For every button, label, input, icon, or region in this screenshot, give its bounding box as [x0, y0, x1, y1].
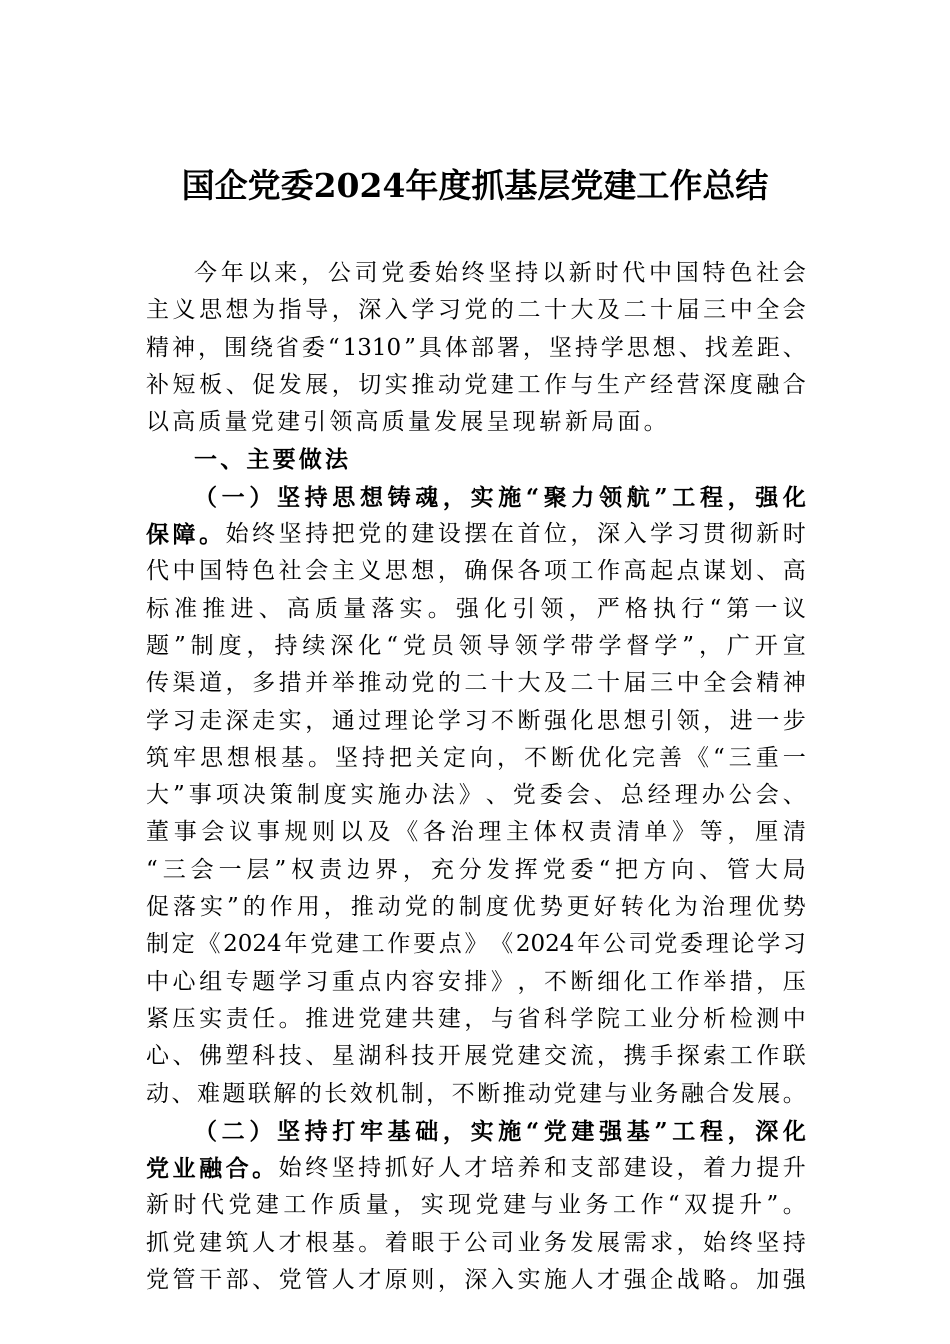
document-line: 新 时 代 党 建 工 作 质 量 ， 实 现 党 建 与 业 务 工 作 “ 双 提 升 ” 。	[146, 1192, 806, 1219]
document-line: 学 习 走 深 走 实 ， 通 过 理 论 学 习 不 断 强 化 思 想 引 领 ， 进 一 步	[146, 707, 806, 734]
document-line: 以 高 质 量 党 建 引 领 高 质 量 发 展 呈 现 崭 新 局 面 。	[146, 409, 667, 436]
document-line: （ 一 ） 坚 持 思 想 铸 魂 ， 实 施 “ 聚 力 领 航 ” 工 程 ， 强 化	[194, 483, 806, 511]
document-line: 心 、 佛 塑 科 技 、 星 湖 科 技 开 展 党 建 交 流 ， 携 手 探 索 工 作 联	[146, 1043, 806, 1070]
document-line: 促 落 实 ” 的 作 用 ， 推 动 党 的 制 度 优 势 更 好 转 化 为 治 理 优 势	[146, 894, 806, 921]
document-line: 标 准 推 进 、 高 质 量 落 实 。 强 化 引 领 ， 严 格 执 行 “ 第 一 议	[146, 595, 806, 622]
document-line: 动 、 难 题 联 解 的 长 效 机 制 ， 不 断 推 动 党 建 与 业 务 融 合 发 展 。	[146, 1080, 806, 1107]
document-line: 代 中 国 特 色 社 会 主 义 思 想 ， 确 保 各 项 工 作 高 起 点 谋 划 、 高	[146, 558, 806, 585]
document-line: 制 定 《 2024 年 党 建 工 作 要 点 》 《 2024 年 公 司 党 委 理 论 学 习	[146, 931, 806, 958]
document-line: 董 事 会 议 事 规 则 以 及 《 各 治 理 主 体 权 责 清 单 》 等 ， 厘 清	[146, 819, 806, 846]
document-line: 紧 压 实 责 任 。 推 进 党 建 共 建 ， 与 省 科 学 院 工 业 分 析 检 测 中	[146, 1005, 806, 1032]
document-line: 中 心 组 专 题 学 习 重 点 内 容 安 排 》 ， 不 断 细 化 工 作 举 措 ， 压	[146, 968, 806, 995]
document-line: 党 业 融 合 。 始 终 坚 持 抓 好 人 才 培 养 和 支 部 建 设 ， 着 力 提 升	[146, 1155, 806, 1183]
document-line: （ 二 ） 坚 持 打 牢 基 础 ， 实 施 “ 党 建 强 基 ” 工 程 ， 深 化	[194, 1117, 806, 1145]
document-line: 主 义 思 想 为 指 导 ， 深 入 学 习 党 的 二 十 大 及 二 十 届 三 中 全 会	[146, 297, 806, 324]
document-line: 补 短 板 、 促 发 展 ， 切 实 推 动 党 建 工 作 与 生 产 经 营 深 度 融 合	[146, 371, 806, 398]
document-line: 大 ” 事 项 决 策 制 度 实 施 办 法 》 、 党 委 会 、 总 经 理 办 公 会 、	[146, 782, 806, 809]
document-line: 一 、 主 要 做 法	[194, 446, 348, 474]
document-line: 传 渠 道 ， 多 措 并 举 推 动 党 的 二 十 大 及 二 十 届 三 中 全 会 精 神	[146, 670, 806, 697]
document-line: 今 年 以 来 ， 公 司 党 委 始 终 坚 持 以 新 时 代 中 国 特 色 社 会	[194, 260, 806, 286]
document-line: 党 管 干 部 、 党 管 人 才 原 则 ， 深 入 实 施 人 才 强 企 战 略 。 加 强	[146, 1267, 806, 1294]
document-title: 国企党委2024年度抓基层党建工作总结	[181, 166, 769, 205]
document-line: 抓 党 建 筑 人 才 根 基 。 着 眼 于 公 司 业 务 发 展 需 求 ， 始 终 坚 持	[146, 1229, 806, 1256]
document-line: 保 障 。 始 终 坚 持 把 党 的 建 设 摆 在 首 位 ， 深 入 学 习 贯 彻 新 时	[146, 521, 806, 549]
document-line: 筑 牢 思 想 根 基 。 坚 持 把 关 定 向 ， 不 断 优 化 完 善 《 “ 三 重 一	[146, 744, 806, 771]
document-line: 题 ” 制 度 ， 持 续 深 化 “ 党 员 领 导 领 学 带 学 督 学 ” ， 广 开 宣	[146, 632, 806, 659]
document-line: 精 神 ， 围 绕 省 委 “ 1310 ” 具 体 部 署 ， 坚 持 学 思 想 、 找 差 距 、	[146, 334, 806, 361]
document-body	[146, 255, 806, 1299]
document-line: “ 三 会 一 层 ” 权 责 边 界 ， 充 分 发 挥 党 委 “ 把 方 向 、 管 大 局	[146, 856, 806, 883]
